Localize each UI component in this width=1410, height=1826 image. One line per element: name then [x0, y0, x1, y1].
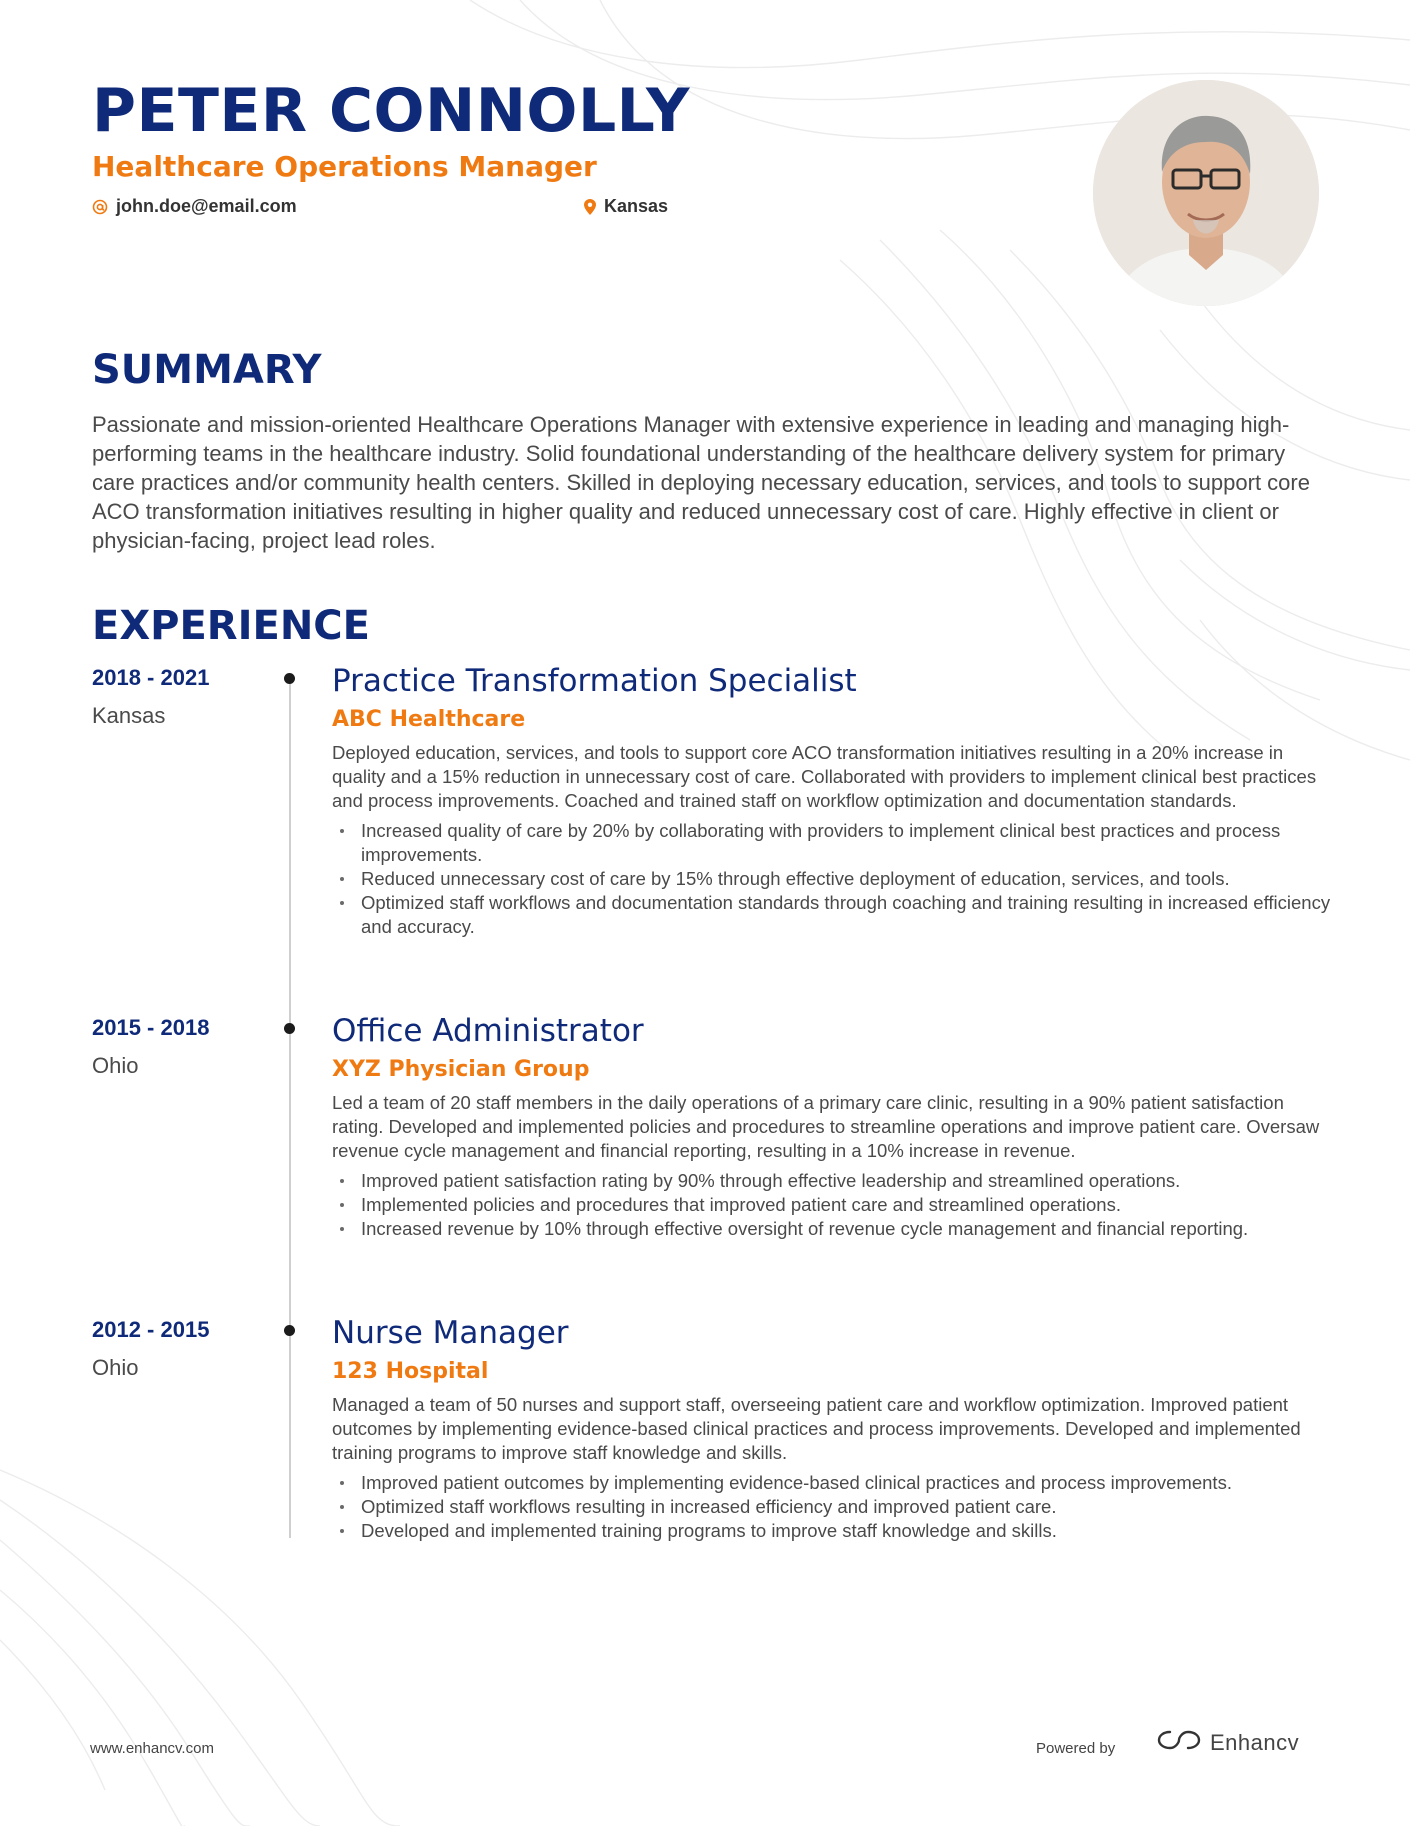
job-bullet: Improved patient outcomes by implementing evidence-based clinical practices and process improvements. [332, 1471, 1332, 1495]
brand-link[interactable] [1156, 1728, 1299, 1757]
contact-email[interactable] [92, 196, 297, 217]
job-content [332, 1011, 1332, 1241]
job-bullets [332, 1471, 1332, 1543]
job-description: Managed a team of 50 nurses and support staff, overseeing patient care and workflow optimization. Improved patient outcomes by implementing evidence-based clinical practices and process improvements. Developed and implemented training programs to improve staff knowledge and skills. [332, 1394, 1301, 1463]
timeline-dot [284, 1325, 295, 1336]
enhancv-logo-icon [1156, 1728, 1202, 1757]
job-location: Ohio [92, 1355, 139, 1380]
job-role: Office Administrator [332, 1013, 644, 1049]
brand-name: Enhancv [1210, 1729, 1300, 1755]
job-description: Led a team of 20 staff members in the daily operations of a primary care clinic, resulting in a 90% patient satisfaction rating. Developed and implemented policies and procedures to streamline operations and improve patient care. Oversaw revenue cycle management and financial reporting, resulting in a 10% increase in revenue. [332, 1092, 1320, 1161]
powered-by-label: Powered by [1036, 1740, 1116, 1757]
job-bullets [332, 1169, 1332, 1241]
job-dates: 2018 - 2021 [92, 665, 210, 690]
job-bullet: Optimized staff workflows resulting in increased efficiency and improved patient care. [332, 1495, 1332, 1519]
job-dates: 2015 - 2018 [92, 1015, 210, 1040]
location-text: Kansas [604, 196, 669, 216]
summary-text: Passionate and mission-oriented Healthcare Operations Manager with extensive experience in leading and managing high-performing teams in the healthcare industry. Solid foundational understanding of the healthcare delivery system for primary care practices and/or community health centers. Skilled in deploying necessary education, services, and tools to support core ACO transformation initiatives resulting in higher quality and reduced unnecessary cost of care. Highly effective in client or physician-facing, project lead roles. [92, 412, 1310, 553]
job-bullet: Increased revenue by 10% through effective oversight of revenue cycle management and financial reporting. [332, 1217, 1332, 1241]
job-description: Deployed education, services, and tools to support core ACO transformation initiatives resulting in a 20% increase in quality and a 15% reduction in unnecessary cost of care. Collaborated with providers to implement clinical best practices and process improvements. Coached and trained staff on workflow optimization and documentation standards. [332, 742, 1317, 811]
job-location: Ohio [92, 1053, 139, 1078]
at-icon [92, 199, 108, 215]
job-company: ABC Healthcare [332, 707, 526, 732]
job-location: Kansas [92, 703, 166, 728]
timeline-dot [284, 1023, 295, 1034]
job-dates: 2012 - 2015 [92, 1317, 210, 1342]
email-text: john.doe@email.com [116, 196, 297, 216]
summary-heading: SUMMARY [92, 347, 322, 393]
job-bullet: Developed and implemented training programs to improve staff knowledge and skills. [332, 1519, 1332, 1543]
job-bullets [332, 819, 1332, 939]
experience-heading: EXPERIENCE [92, 603, 370, 649]
timeline-dot [284, 673, 295, 684]
job-bullet: Optimized staff workflows and documentation standards through coaching and training resulting in increased efficiency and accuracy. [332, 891, 1332, 939]
timeline-line [289, 678, 291, 1538]
footer-url-link[interactable]: www.enhancv.com [90, 1740, 214, 1757]
job-company: 123 Hospital [332, 1359, 489, 1384]
candidate-name: PETER CONNOLLY [92, 76, 691, 146]
contact-location [584, 196, 668, 217]
job-bullet: Increased quality of care by 20% by collaborating with providers to implement clinical best practices and process improvements. [332, 819, 1332, 867]
job-bullet: Reduced unnecessary cost of care by 15% through effective deployment of education, services, and tools. [332, 867, 1332, 891]
job-company: XYZ Physician Group [332, 1057, 590, 1082]
job-content [332, 661, 1332, 939]
map-pin-icon [584, 199, 596, 215]
candidate-title: Healthcare Operations Manager [92, 150, 597, 183]
job-content [332, 1313, 1332, 1543]
job-bullet: Implemented policies and procedures that improved patient care and streamlined operations. [332, 1193, 1332, 1217]
job-role: Nurse Manager [332, 1315, 569, 1351]
job-bullet: Improved patient satisfaction rating by 90% through effective leadership and streamlined operations. [332, 1169, 1332, 1193]
job-role: Practice Transformation Specialist [332, 663, 857, 699]
profile-photo [1093, 80, 1319, 306]
